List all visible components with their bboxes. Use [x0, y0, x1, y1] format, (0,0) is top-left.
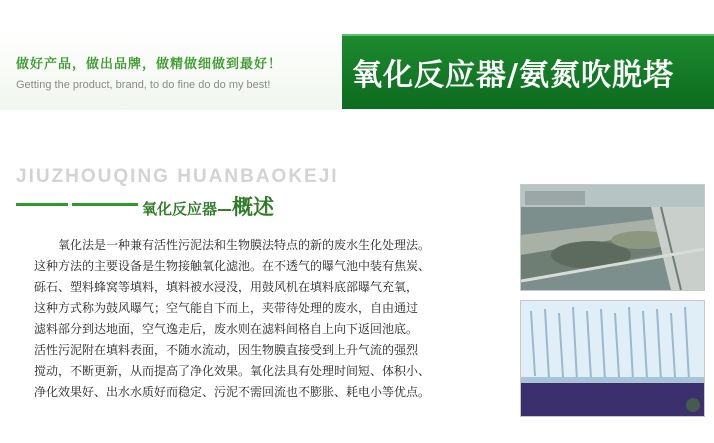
description-line: 这种方式称为鼓风曝气；空气能自下而上，夹带待处理的废水，自由通过 — [34, 301, 419, 315]
description-line: 滤料部分到达地面，空气逸走后，废水则在滤料间格自上向下返回池底。 — [34, 322, 419, 336]
description-text — [34, 235, 494, 403]
company-name-english: JIUZHOUQING HUANBAOKEJI — [16, 166, 339, 187]
section-heading-product: 氧化反应器 — [142, 200, 218, 218]
decorative-line-left — [16, 203, 68, 206]
section-heading-dash: — — [217, 200, 233, 218]
slogan-chinese: 做好产品，做出品牌，做精做细做到最好！ — [16, 57, 283, 72]
description-line: 活性污泥附在填料表面，不随水流动，因生物膜直接受到上升气流的强烈 — [34, 343, 419, 357]
photo-filler-media — [520, 300, 705, 417]
section-heading-overview: 概述 — [232, 195, 275, 219]
photo-treatment-tank — [520, 184, 705, 291]
description-line: 砾石、塑料蜂窝等填料，填料被水浸没，用鼓风机在填料底部曝气充氧， — [34, 280, 419, 294]
slogan-english: Getting the product, brand, to do fine do do my best! — [16, 79, 271, 91]
decorative-line-right — [72, 203, 138, 206]
page-title: 氧化反应器/氨氮吹脱塔 — [352, 58, 674, 93]
title-banner — [342, 34, 714, 109]
description-line: 净化效果好、出水水质好而稳定、污泥不需回流也不膨胀、耗电小等优点。 — [34, 385, 431, 399]
section-heading — [142, 191, 274, 221]
description-line: 这种方法的主要设备是生物接触氧化滤池。在不透气的曝气池中装有焦炭、 — [34, 259, 431, 273]
description-line: 搅动，不断更新，从而提高了净化效果。氧化法具有处理时间短、体积小、 — [34, 364, 431, 378]
description-line: 氧化法是一种兼有活性污泥法和生物膜法特点的新的废水生化处理法。 — [58, 238, 431, 252]
